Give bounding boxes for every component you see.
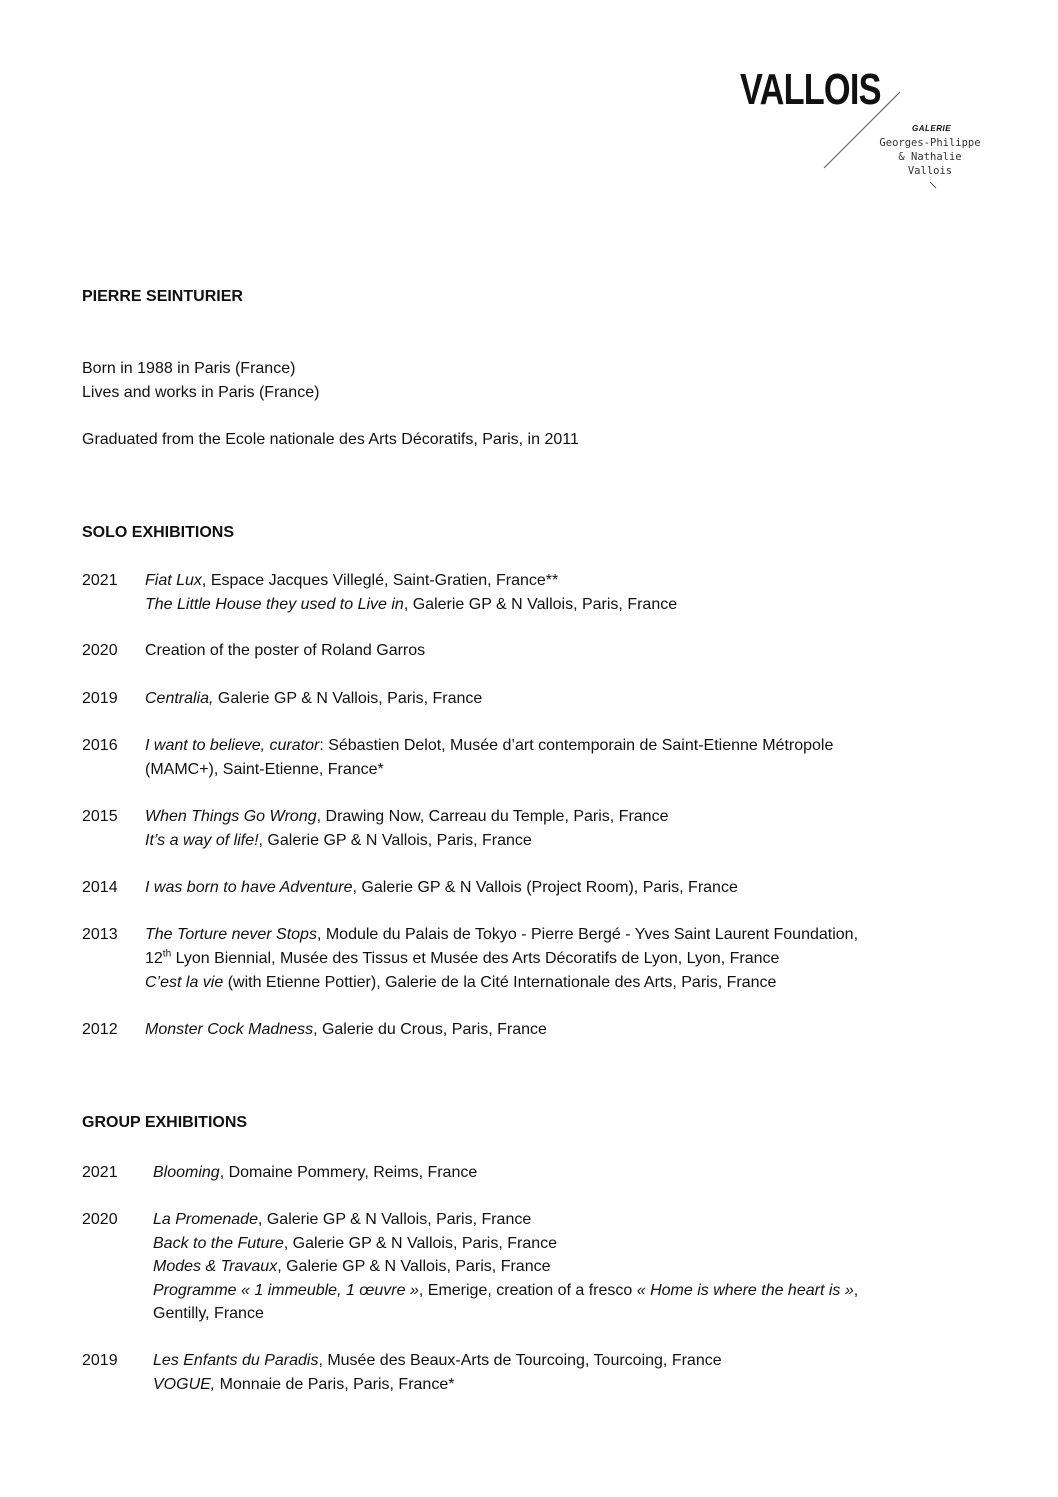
- exhibition-details: Gentilly, France: [153, 1305, 264, 1322]
- group-exhibitions-heading: GROUP EXHIBITIONS: [82, 1114, 248, 1131]
- exhibition-title: Back to the Future: [153, 1234, 284, 1252]
- exhibition-details: , Espace Jacques Villeglé, Saint-Gratien, France**: [201, 572, 559, 589]
- exhibition-year: 2013: [82, 926, 118, 943]
- exhibition-year: 2012: [82, 1021, 118, 1038]
- exhibition-details: , Galerie GP & N Vallois, Paris, France: [277, 1258, 551, 1275]
- exhibition-details: Lyon Biennial, Musée des Tissus et Musée des Arts Décoratifs de Lyon, Lyon, France: [171, 950, 780, 967]
- exhibition-year: 2020: [82, 1211, 118, 1228]
- residence-info: Lives and works in Paris (France): [82, 384, 320, 401]
- exhibition-title: I want to believe, curator: [145, 737, 320, 754]
- exhibition-title: The Torture never Stops: [145, 926, 317, 943]
- logo-name-line: & Nathalie: [898, 151, 962, 163]
- exhibition-details: Monnaie de Paris, Paris, France*: [215, 1375, 455, 1393]
- exhibition-line: [153, 1304, 264, 1324]
- exhibition-line: [153, 1375, 454, 1395]
- exhibition-title: C’est la vie: [145, 974, 224, 991]
- exhibition-details: 12: [145, 950, 163, 967]
- exhibition-title: Fiat Lux: [145, 572, 202, 589]
- exhibition-title: It’s a way of life!: [145, 832, 259, 849]
- exhibition-details: , Galerie du Crous, Paris, France: [313, 1021, 547, 1038]
- exhibition-line: [153, 1234, 557, 1254]
- exhibition-year: 2021: [82, 1164, 118, 1181]
- exhibition-line: [145, 760, 384, 780]
- logo-wordmark: VALLOIS: [740, 65, 881, 114]
- exhibition-title: VOGUE,: [153, 1375, 216, 1393]
- exhibition-line: [153, 1351, 722, 1371]
- exhibition-line: [145, 736, 833, 756]
- exhibition-line: [145, 807, 668, 827]
- logo-gallery-names: [875, 136, 985, 178]
- exhibition-details: (with Etienne Pottier), Galerie de la Cité Internationale des Arts, Paris, France: [223, 974, 777, 991]
- exhibition-line: [145, 831, 532, 851]
- exhibition-line: [145, 973, 776, 993]
- exhibition-title: Blooming: [153, 1164, 220, 1181]
- exhibition-details: , Galerie GP & N Vallois, Paris, France: [403, 596, 678, 613]
- exhibition-title: La Promenade: [153, 1211, 258, 1228]
- exhibition-line: [145, 878, 738, 898]
- exhibition-details: Creation of the poster of Roland Garros: [145, 642, 426, 659]
- exhibition-title: When Things Go Wrong: [145, 808, 317, 825]
- exhibition-year: 2020: [82, 642, 118, 659]
- ordinal-suffix: th: [162, 948, 172, 960]
- exhibition-details: (MAMC+), Saint-Etienne, France*: [145, 761, 384, 778]
- artist-name: PIERRE SEINTURIER: [82, 288, 243, 305]
- gallery-logo: [740, 65, 1000, 198]
- exhibition-details: , Galerie GP & N Vallois, Paris, France: [258, 832, 532, 849]
- exhibition-title: Programme « 1 immeuble, 1 œuvre »: [153, 1281, 419, 1299]
- exhibition-year: 2019: [82, 1352, 118, 1369]
- solo-exhibitions-heading: SOLO EXHIBITIONS: [82, 524, 235, 541]
- exhibition-year: 2014: [82, 879, 118, 896]
- exhibition-details: , Drawing Now, Carreau du Temple, Paris, France: [316, 808, 669, 825]
- education-info: Graduated from the Ecole nationale des Arts Décoratifs, Paris, in 2011: [82, 431, 579, 448]
- exhibition-details: , Musée des Beaux-Arts de Tourcoing, Tourcoing, France: [318, 1352, 722, 1369]
- exhibition-line: [145, 1020, 547, 1040]
- exhibition-line: [153, 1257, 550, 1277]
- exhibition-title: Monster Cock Madness: [145, 1021, 314, 1038]
- logo-galerie-label: GALERIE: [912, 124, 952, 133]
- logo-name-line: Georges-Philippe: [879, 137, 981, 149]
- exhibition-details: , Galerie GP & N Vallois (Project Room), Paris, France: [352, 879, 738, 896]
- exhibition-year: 2015: [82, 808, 118, 825]
- exhibition-details: , Galerie GP & N Vallois, Paris, France: [283, 1234, 558, 1252]
- exhibition-details: , Module du Palais de Tokyo - Pierre Bergé - Yves Saint Laurent Foundation,: [316, 926, 859, 943]
- exhibition-year: 2016: [82, 737, 118, 754]
- exhibition-line: [145, 641, 425, 661]
- exhibition-line: [145, 571, 558, 591]
- exhibition-line: [153, 1281, 858, 1301]
- exhibition-line: [145, 595, 677, 615]
- exhibition-details: : Sébastien Delot, Musée d’art contemporain de Saint-Etienne Métropole: [319, 737, 834, 754]
- exhibition-line: [153, 1163, 477, 1183]
- birth-info: Born in 1988 in Paris (France): [82, 360, 296, 377]
- exhibition-title: Les Enfants du Paradis: [153, 1352, 319, 1369]
- exhibition-year: 2021: [82, 572, 118, 589]
- exhibition-details: Galerie GP & N Vallois, Paris, France: [213, 690, 483, 707]
- exhibition-year: 2019: [82, 690, 118, 707]
- exhibition-line: [145, 925, 858, 945]
- exhibition-title: The Little House they used to Live in: [145, 596, 404, 613]
- exhibition-details: , Domaine Pommery, Reims, France: [219, 1164, 478, 1181]
- exhibition-line: [145, 689, 482, 709]
- exhibition-line: [145, 949, 779, 969]
- exhibition-title: Centralia,: [145, 690, 214, 707]
- exhibition-title: « Home is where the heart is »: [636, 1281, 854, 1299]
- exhibition-details: , Galerie GP & N Vallois, Paris, France: [257, 1211, 532, 1228]
- exhibition-details: ,: [853, 1281, 859, 1299]
- logo-name-line: Vallois: [907, 165, 953, 177]
- exhibition-title: Modes & Travaux: [153, 1258, 278, 1275]
- exhibition-title: I was born to have Adventure: [145, 879, 353, 896]
- exhibition-line: [153, 1210, 531, 1230]
- exhibition-details: , Emerige, creation of a fresco: [418, 1281, 637, 1299]
